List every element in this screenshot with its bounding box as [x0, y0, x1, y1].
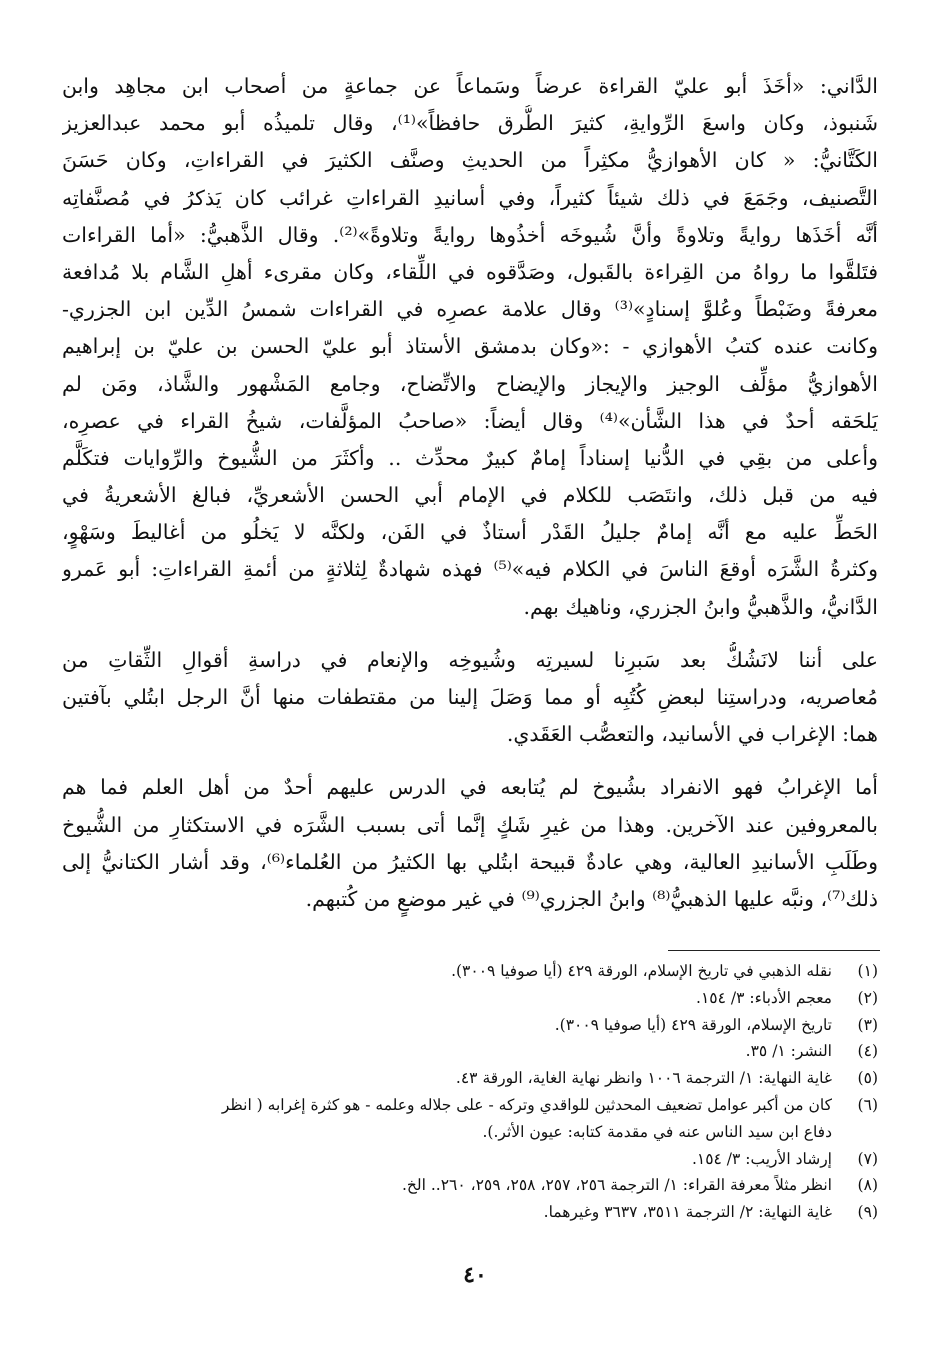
text-line: التَّصنيف، وجَمَعَ في ذلك شيئاً كثيراً، وفي أسانيدِ القراءاتِ غرائب كان يَذكرُ في مُصنَّفاتِه — [62, 185, 878, 210]
footnote-text: انظر مثلاً معرفة القراء: ١/ الترجمة ٢٥٦، ٢٥٧، ٢٥٨، ٢٥٩، ٢٦٠.. الخ. — [401, 1176, 832, 1195]
footnote-separator — [668, 950, 880, 951]
footnote — [62, 1172, 878, 1199]
footnote-text: معجم الأدباء: ٣/ ١٥٤. — [696, 988, 832, 1007]
footnote-number: (٤) — [857, 1042, 878, 1061]
footnote-number: (٨) — [857, 1176, 878, 1195]
footnote — [62, 1012, 878, 1039]
footnote — [62, 985, 878, 1012]
footnote-text: النشر: ١/ ٣٥. — [745, 1042, 832, 1061]
footnote-text: كان من أكبر عوامل تضعيف المحدثين للواقدي وتركه - على جلاله وعلمه - هو كثرة إغرابه ( انظر — [221, 1095, 832, 1114]
footnote-text: دفاع ابن سيد الناس عنه في مقدمة كتابه: عيون الأثر.). — [482, 1122, 832, 1141]
text-line: أنَّه أخَذَها روايةً وتلاوةً وأنَّ شُيوخَه أخذُوها روايةً وتلاوةً»⁽²⁾. وقال الذَّهبيُّ: «أما القراءات — [62, 222, 878, 247]
main-text — [62, 68, 878, 918]
footnote-text: إرشاد الأريب: ٣/ ١٥٤. — [691, 1149, 832, 1168]
footnote — [62, 1199, 878, 1226]
text-line: فيه من قبل ذلك، وانتَصَب للكلام في الإمام أبي الحسن الأشعريِّ، فبالغ الأشعريةُ في — [62, 483, 878, 508]
footnote-number: (٩) — [857, 1203, 878, 1222]
footnote-number: (٧) — [857, 1149, 878, 1168]
footnote-number — [832, 1119, 878, 1146]
text-line: هما: الإغراب في الأسانيد، والتعصُّب العَقَدي. — [506, 722, 878, 747]
text-line: ذلك⁽⁷⁾، ونبَّه عليها الذهبيُّ⁽⁸⁾ وابنُ الجزري⁽⁹⁾ في غير موضعٍ من كُتبهم. — [305, 886, 878, 911]
text-line: وأعلى من بقِي في الدُّنيا إسناداً إمامٌ كبيرٌ محدِّث .. وأكثَرَ من الشُّيوخ والرِّوايات فتكَلَّم — [62, 445, 878, 470]
text-line: وكثرةُ الشَّرَه أوقعَ الناسَ في الكلام فيه»⁽⁵⁾ فهذه شهادةٌ لِثلاثةٍ من أئمةِ القراءاتِ: أبو عَمرو — [62, 557, 878, 582]
paragraph — [62, 68, 878, 626]
footnote-number: (٦) — [857, 1095, 878, 1114]
text-line: الدَّانيُّ، والذَّهبيُّ وابنُ الجزري، وناهيك بهم. — [523, 594, 878, 619]
page-number: ٤٠ — [463, 1262, 487, 1288]
footnote — [62, 1119, 878, 1146]
footnote-number: (٣) — [857, 1015, 878, 1034]
footnote-number: (١) — [857, 962, 878, 980]
footnote — [62, 1146, 878, 1173]
footnote — [62, 958, 878, 985]
footnote-text: غاية النهاية: ١/ الترجمة ١٠٠٦ وانظر نهاية الغاية، الورقة ٤٣. — [455, 1069, 832, 1088]
paragraph-gap — [62, 626, 878, 642]
text-line: معرفةً وضَبْطاً وعُلوَّ إسنادٍ»⁽³⁾ وقال علامة عصرِه في القراءات شمسُ الدِّين ابن الجزري- — [62, 297, 878, 322]
text-line: مُعاصريه، ودراستِنا لبعضِ كُتُبِه أو مما وَصَلَ إلينا من مقتطفات منها أنَّ الرجل ابتُلي بآفتين — [62, 685, 878, 709]
text-line: بالمعروفين عند الآخرين. وهذا من غيرِ شَكٍ إنَّما أتى بسبب الشَّرَه في الاستكثارِ من الشُّيوخ — [62, 812, 878, 837]
footnote — [62, 1092, 878, 1119]
text-line: يَلحَقه أحدٌ في هذا الشَّأن»⁽⁴⁾ وقال أيضاً: «صاحبُ المؤلَّفات، شيخُ القراء في عصرِه، — [62, 408, 878, 433]
text-line: فتَلقَّوا ما رواهُ من القِراءة بالقَبول، وصَدَّقوه في اللِّقاء، وكان مقرىء أهلِ الشَّام بلا مُدافعة — [62, 259, 878, 284]
text-line: أما الإغرابُ فهو الانفراد بشُيوخ لم يُتابعه في الدرس عليهم أحدٌ من أهل العلم فما هم — [62, 775, 878, 800]
paragraph-gap — [62, 753, 878, 769]
text-line: الكَتَّانيُّ: « كان الأهوازيُّ مكثِراً من الحديثِ وصنَّف الكثيرَ في القراءاتِ، وكان حَسَنَ — [62, 148, 878, 173]
footnote-text: غاية النهاية: ٢/ الترجمة ٣٥١١، ٣٦٣٧ وغيرهما. — [543, 1203, 832, 1222]
footnote-text: تاريخ الإسلام، الورقة ٤٢٩ (أيا صوفيا ٣٠٠٩). — [554, 1015, 832, 1034]
footnote-text: نقله الذهبي في تاريخ الإسلام، الورقة ٤٢٩ (أيا صوفيا ٣٠٠٩). — [451, 962, 832, 980]
paragraph — [62, 769, 878, 918]
text-line: وكانت عنده كتبُ الأهوازي - :«وكان بدمشق الأستاذ أبو عليّ الحسن بن عليّ بن إبراهيم — [62, 334, 878, 359]
footnote — [62, 1038, 878, 1065]
text-line: شَنبوذ، وكان واسعَ الرِّوايةِ، كثيرَ الطُّرق حافظاً»⁽¹⁾، وقال تلميذُه أبو محمد عبدالعزيز — [62, 111, 878, 136]
text-line: الحَطِّ عليه مع أنَّه إمامٌ جليلُ القَدْر أستاذٌ في الفَن، ولكنَّه لا يَخلُو من أغاليطَ وسَهْوٍ، — [62, 520, 878, 545]
text-line: وطَلَبِ الأسانيدِ العالية، وهي عادةٌ قبيحة ابتُلي بها الكثيرُ من العُلماء⁽⁶⁾، وقد أشار الكتانيُّ إلى — [62, 849, 878, 874]
paragraph — [62, 642, 878, 754]
footnote-number: (٢) — [857, 988, 878, 1007]
text-line: الدَّاني: «أخَذَ أبو عليّ القراءة عرضاً وسَماعاً عن جماعةٍ من أصحاب ابن مجاهِد وابن — [62, 74, 878, 98]
footnotes — [62, 958, 878, 1226]
footnote — [62, 1065, 878, 1092]
footnote-number: (٥) — [857, 1069, 878, 1088]
text-line: على أننا لانَشُكُّ بعد سَبرِنا لسيرتِه وشُيوخِه والإنعام في دراسةِ أقوالِ الثِّقاتِ من — [62, 647, 878, 672]
text-line: الأهوازيُّ مؤلِّف الوجيز والإيجاز والإيضاح والاتِّضاح، وجامع المَشْهور والشَّاذ، ومَن لم — [62, 371, 878, 396]
